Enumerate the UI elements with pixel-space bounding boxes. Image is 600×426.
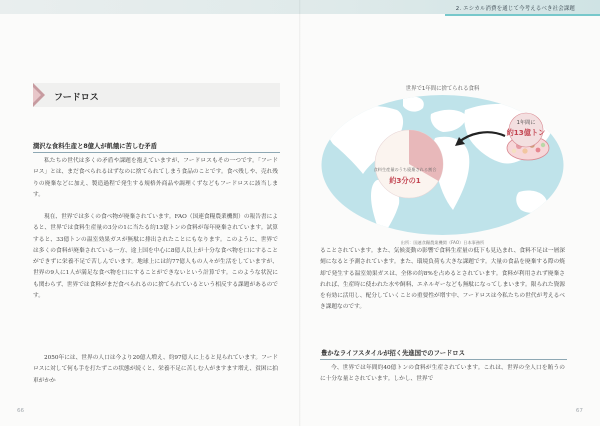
- pie-chart: [375, 130, 443, 198]
- page-number-right: 67: [575, 408, 583, 414]
- figure-source: 出所：国連食糧農業機関（FAO）日本事務所: [400, 240, 485, 245]
- section-divider: [320, 359, 567, 360]
- body-paragraph: 2050年には、世界の人口は今より20億人増え、約97億人に上ると見られています。フードロスに対して何も手を打たずこの状態が続くと、栄養不足に苦しむ人がますます増え、貧困に拍車がかか: [33, 355, 278, 384]
- callout-line-1: 1年間に: [516, 120, 536, 126]
- figure-title: 世界で1年間に捨てられる食料: [405, 86, 480, 92]
- section-heading: 潤沢な食料生産と8億人が飢餓に苦しむ矛盾: [33, 143, 158, 150]
- page-gutter: [299, 0, 301, 426]
- callout-line-2: 約13億トン: [506, 128, 546, 137]
- section-heading: 豊かなライフスタイルが招く先進国でのフードロス: [321, 350, 465, 357]
- body-paragraph: 私たちの世代は多くの矛盾や課題を抱えていますが、フードロスもその一つです。「フードロス」とは、まだ食べられるはずなのに捨てられてしまう食品のことです。食べ残しや、売れ残りの廃棄などに加え、製造過程で発生する規格外商品や調理くずなどもフードロスに該当します。: [33, 158, 278, 198]
- chapter-header: 2. エシカル消費を通じて今考えるべき社会課題: [455, 6, 575, 12]
- header-accent-line: [445, 14, 600, 16]
- body-paragraph: 今、世界では年間約40億トンの食料が生産されています。これは、世界の全人口を賄うのに十分な量とされています。しかし、世界で: [320, 365, 565, 383]
- body-paragraph: ることされています。また、気候変動の影響で食料生産量の低下も見込まれ、食料不足は一層深刻になると予測されています。また、環境負荷も大きな課題です。大量の食品を廃棄する際の焼却で発生する温室効果ガスは、全体の約8%を占めるとされています。食料が利用されず廃棄されれば、生産時に使われた水や飼料、エネルギーなども無駄になってしまいます。限られた資源を有効に活用し、配分していくことの重要性が増す中、フードロスは今私たちの世代が考えるべき課題なのです。: [320, 248, 565, 311]
- world-map-figure: [319, 92, 566, 238]
- body-paragraph: 現在、世界では多くの食べ物が廃棄されています。FAO（国連食糧農業機関）の報告書によると、世界では食料生産量の3分の1に当たる約13億トンの食料が毎年廃棄されています。試算すると、33億トンの温室効果ガスが無駄に排出されたことにもなります。このように、世界では多くの食料が廃棄されている一方、途上国を中心に8億人以上が十分な食べ物を口にすることができずに栄養不足で苦しんでいます。地球上には約77億人もの人々が生活をしていますが、世界の9人に1人が満足な食べ物を口にすることができないという計算です。このような状況にも関わらず、世界では食料がまだ食べられるのに捨てられているという相反する課題があるのです。: [33, 214, 278, 300]
- pie-label-value: 約3分の1: [389, 176, 421, 185]
- title-triangle-inner-icon: [33, 87, 41, 103]
- pie-label-caption: 食料生産量のうち廃棄される割合: [373, 167, 437, 172]
- page-title: フードロス: [54, 93, 99, 103]
- page-number-left: 66: [17, 408, 25, 414]
- section-divider: [33, 152, 280, 153]
